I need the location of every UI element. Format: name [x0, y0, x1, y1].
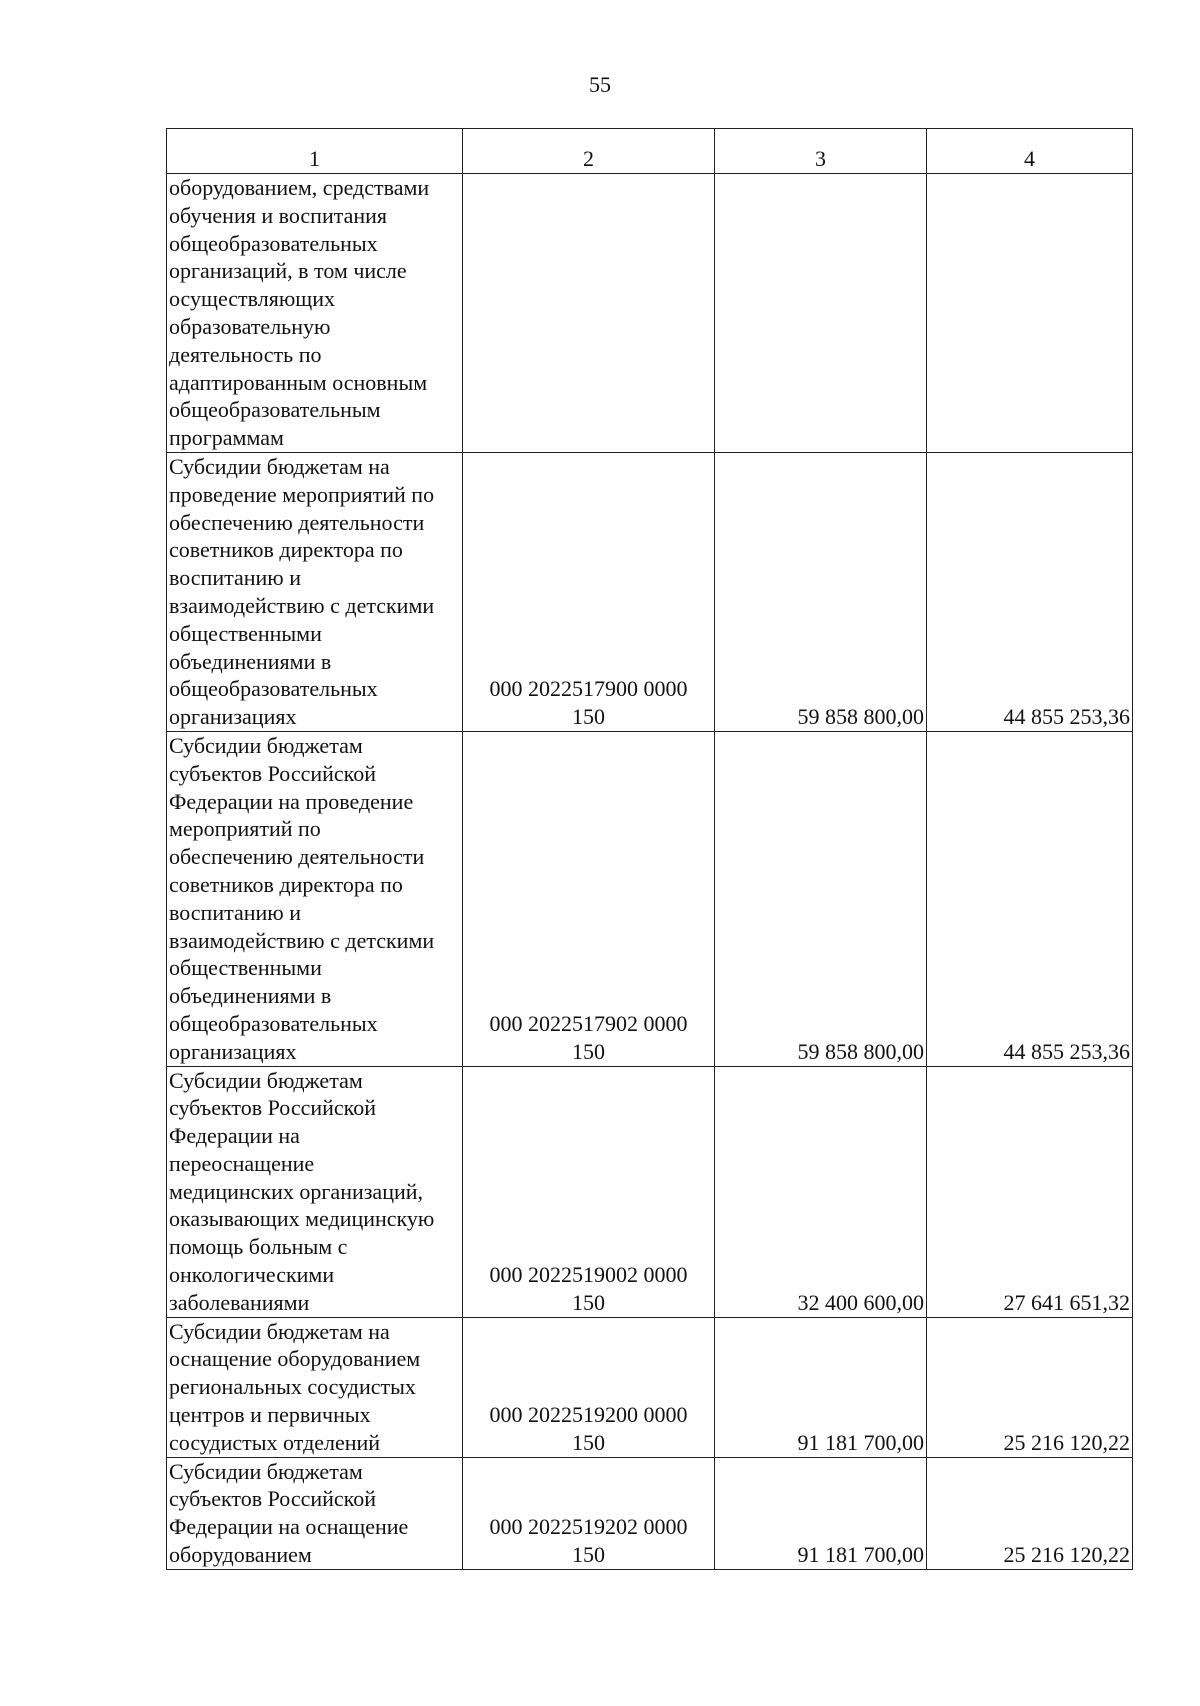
row-description: Субсидии бюджетам субъектов Российской Федерации на оснащение оборудованием [167, 1457, 463, 1569]
row-description: Субсидии бюджетам субъектов Российской Федерации на проведение мероприятий по обеспечению деятельности советников директора по воспитанию и взаимодействию с детскими общественными объединениями в общеобразовательных организациях [167, 731, 463, 1066]
column-header-3: 3 [715, 129, 927, 174]
row-budget-code: 000 2022519002 0000 150 [463, 1066, 715, 1317]
row-plan-amount: 91 181 700,00 [715, 1317, 927, 1457]
row-description: Субсидии бюджетам на проведение мероприятий по обеспечению деятельности советников директора по воспитанию и взаимодействию с детскими общественными объединениями в общеобразовательных организациях [167, 452, 463, 731]
table-row [167, 1317, 1133, 1457]
row-plan-amount [715, 174, 927, 453]
row-plan-amount: 59 858 800,00 [715, 452, 927, 731]
row-description: оборудованием, средствами обучения и воспитания общеобразовательных организаций, в том числе осуществляющих образовательную деятельность по адаптированным основным общеобразовательным программам [167, 174, 463, 453]
column-header-4: 4 [927, 129, 1133, 174]
row-fact-amount [927, 174, 1133, 453]
row-budget-code: 000 2022517900 0000 150 [463, 452, 715, 731]
row-budget-code: 000 2022519202 0000 150 [463, 1457, 715, 1569]
row-description: Субсидии бюджетам субъектов Российской Федерации на переоснащение медицинских организаций, оказывающих медицинскую помощь больным с онкологическими заболеваниями [167, 1066, 463, 1317]
row-plan-amount: 32 400 600,00 [715, 1066, 927, 1317]
row-budget-code [463, 174, 715, 453]
table-row [167, 731, 1133, 1066]
row-fact-amount: 27 641 651,32 [927, 1066, 1133, 1317]
row-budget-code: 000 2022519200 0000 150 [463, 1317, 715, 1457]
table-row [167, 174, 1133, 453]
row-description: Субсидии бюджетам на оснащение оборудованием региональных сосудистых центров и первичных сосудистых отделений [167, 1317, 463, 1457]
table-row [167, 1457, 1133, 1569]
row-fact-amount: 44 855 253,36 [927, 452, 1133, 731]
page-number: 55 [589, 72, 611, 97]
table-header-row [167, 129, 1133, 174]
row-fact-amount: 44 855 253,36 [927, 731, 1133, 1066]
budget-table [166, 128, 1133, 1570]
row-plan-amount: 59 858 800,00 [715, 731, 927, 1066]
table-row [167, 1066, 1133, 1317]
row-plan-amount: 91 181 700,00 [715, 1457, 927, 1569]
row-budget-code: 000 2022517902 0000 150 [463, 731, 715, 1066]
column-header-2: 2 [463, 129, 715, 174]
row-fact-amount: 25 216 120,22 [927, 1317, 1133, 1457]
row-fact-amount: 25 216 120,22 [927, 1457, 1133, 1569]
table-row [167, 452, 1133, 731]
column-header-1: 1 [167, 129, 463, 174]
